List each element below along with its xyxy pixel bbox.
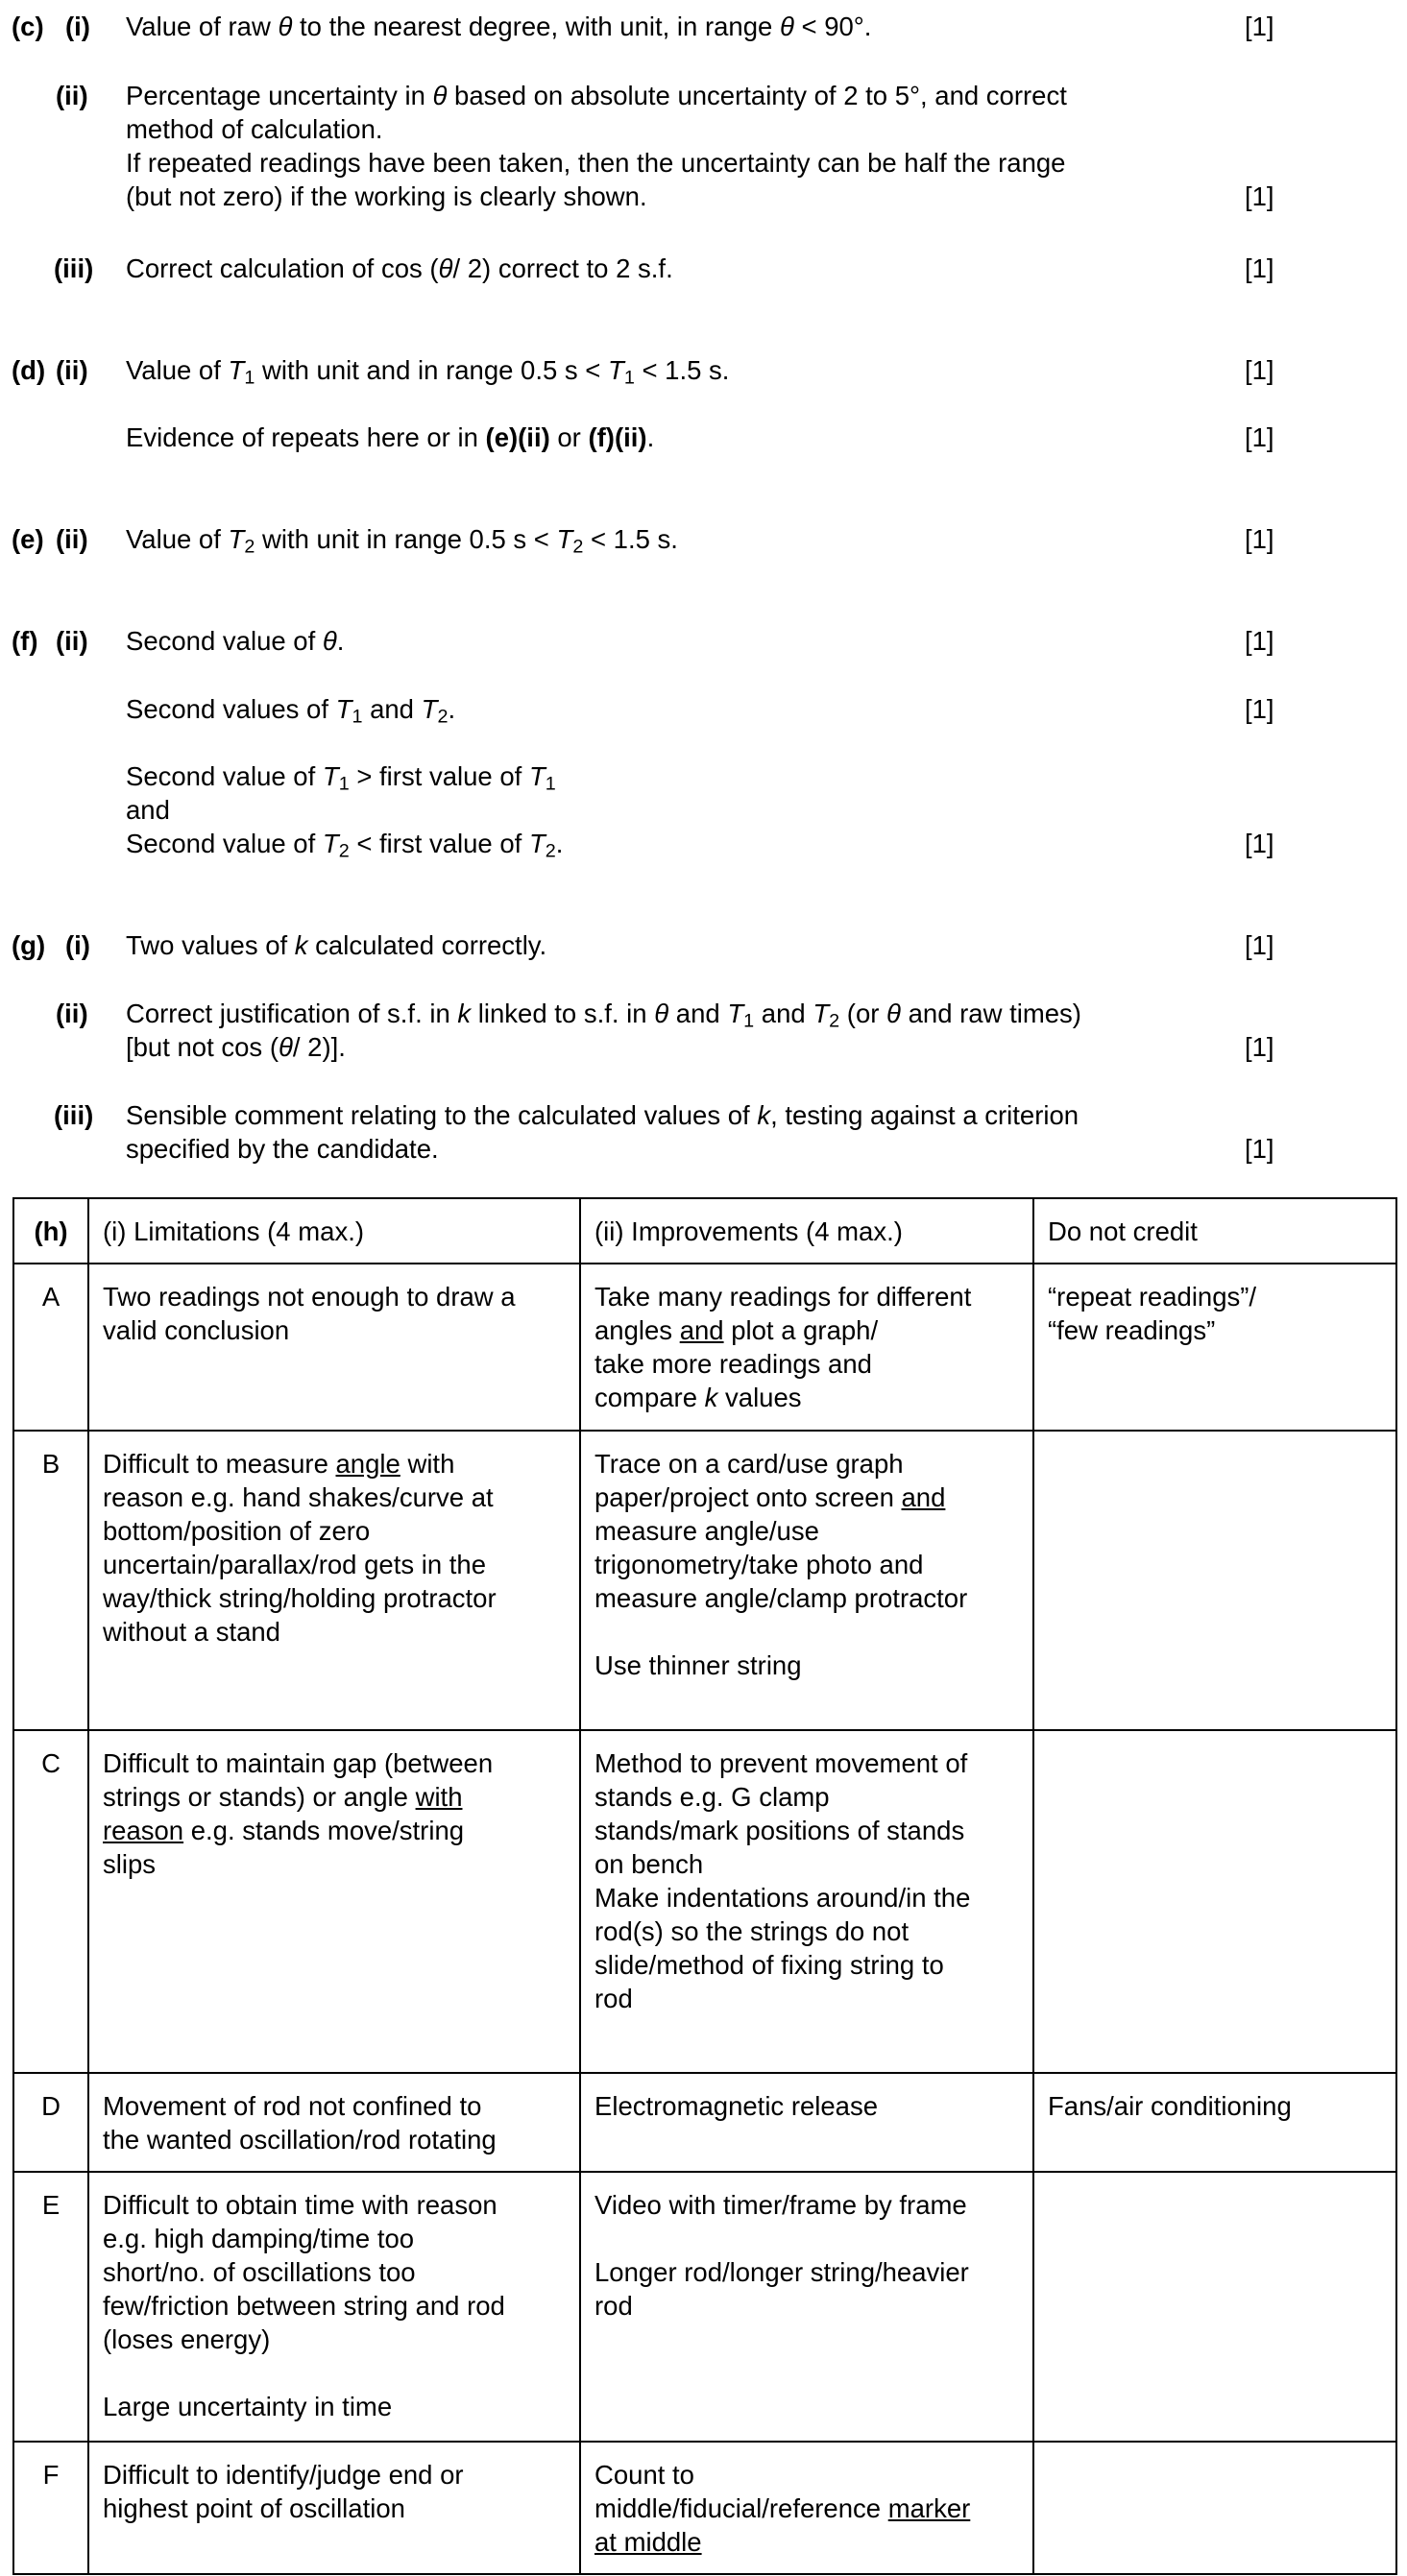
mark: [1] xyxy=(1245,524,1274,554)
row-id: B xyxy=(13,1431,88,1730)
mark: [1] xyxy=(1245,1134,1274,1164)
mark: [1] xyxy=(1245,355,1274,385)
table-header-row xyxy=(13,1198,1396,1264)
mark: [1] xyxy=(1245,12,1274,41)
part-d-label: (d) xyxy=(12,355,46,385)
do-not-credit-cell xyxy=(1033,1730,1396,2073)
mark: [1] xyxy=(1245,422,1274,452)
part-e-ii-text: Value of $T_2$ with unit in range 0.5 $s < T_2 < 1.5$ s. xyxy=(126,524,678,558)
part-g-label: (g) xyxy=(12,930,46,960)
part-f-times-text: Second values of $T_1$ and $T_2$. xyxy=(126,694,456,728)
table-row xyxy=(13,1730,1396,2073)
row-id: A xyxy=(13,1264,88,1431)
part-c-iii-label: (iii) xyxy=(54,253,94,283)
header-limitations: (i) Limitations (4 max.) xyxy=(88,1198,580,1264)
do-not-credit-cell: Fans/air conditioning xyxy=(1033,2073,1396,2172)
part-g-iii-label: (iii) xyxy=(54,1100,94,1130)
part-h-label: (h) xyxy=(13,1198,88,1264)
limitation-cell: Movement of rod not confined to the wanted oscillation/rod rotating xyxy=(88,2073,580,2172)
part-g-i-text: Two values of k calculated correctly. xyxy=(126,930,547,960)
mark: [1] xyxy=(1245,626,1274,656)
improvement-cell: Trace on a card/use graph paper/project onto screen and measure angle/use trigonometry/take photo and measure angle/clamp protractor Use thinner string xyxy=(580,1431,1033,1730)
part-g-iii-text: Sensible comment relating to the calculated values of k, testing against a criterion specified by the candidate. xyxy=(126,1100,1080,1164)
part-f-theta-text: Second value of θ. xyxy=(126,626,345,656)
part-d-evidence-text: Evidence of repeats here or in (e)(ii) or (f)(ii). xyxy=(126,422,655,452)
table-row xyxy=(13,1264,1396,1431)
limitation-cell: Difficult to maintain gap (between strings or stands) or angle with reason e.g. stands move/string slips xyxy=(88,1730,580,2073)
improvement-cell: Count to middle/fiducial/reference marker at middle xyxy=(580,2442,1033,2574)
mark: [1] xyxy=(1245,829,1274,858)
row-id: D xyxy=(13,2073,88,2172)
mark: [1] xyxy=(1245,181,1274,211)
part-g-i-label: (i) xyxy=(65,930,90,960)
part-d-ii-text: Value of $T_1$ with unit and in range 0.5 $s < T_1 < 1.5$ s. xyxy=(126,355,730,389)
limitations-improvements-table xyxy=(12,1197,1397,2575)
improvement-cell: Video with timer/frame by frame Longer rod/longer string/heavier rod xyxy=(580,2172,1033,2442)
row-id: E xyxy=(13,2172,88,2442)
part-f-label: (f) xyxy=(12,626,38,656)
limitation-cell: Difficult to identify/judge end or highest point of oscillation xyxy=(88,2442,580,2574)
part-e-label: (e) xyxy=(12,524,44,554)
improvement-cell: Method to prevent movement of stands e.g. G clamp stands/mark positions of stands on bench Make indentations around/in the rod(s) so the strings do not slide/method of fixing string to rod xyxy=(580,1730,1033,2073)
mark: [1] xyxy=(1245,1032,1274,1062)
part-f-ii-label: (ii) xyxy=(56,626,88,656)
part-c-ii-label: (ii) xyxy=(56,81,88,110)
limitation-cell: Two readings not enough to draw a valid conclusion xyxy=(88,1264,580,1431)
limitation-cell: Difficult to obtain time with reason e.g. high damping/time too short/no. of oscillations too few/friction between string and rod (loses energy) Large uncertainty in time xyxy=(88,2172,580,2442)
part-e-ii-label: (ii) xyxy=(56,524,88,554)
limitation-cell: Difficult to measure angle with reason e.g. hand shakes/curve at bottom/position of zero uncertain/parallax/rod gets in the way/thick string/holding protractor without a stand xyxy=(88,1431,580,1730)
header-do-not-credit: Do not credit xyxy=(1033,1198,1396,1264)
do-not-credit-cell: “repeat readings”/ “few readings” xyxy=(1033,1264,1396,1431)
part-f-comparison-text: Second value of $T_1$ > first value of $T_1$ and Second value of $T_2$ < first value of $T_2$. xyxy=(126,761,564,862)
table-row xyxy=(13,2442,1396,2574)
improvement-cell: Take many readings for different angles and plot a graph/ take more readings and compare k values xyxy=(580,1264,1033,1431)
table-row xyxy=(13,1431,1396,1730)
do-not-credit-cell xyxy=(1033,2442,1396,2574)
mark: [1] xyxy=(1245,253,1274,283)
do-not-credit-cell xyxy=(1033,1431,1396,1730)
table-row xyxy=(13,2073,1396,2172)
part-c-ii-text: Percentage uncertainty in θ based on absolute uncertainty of 2 to 5°, and correct method of calculation. If repeated readings have been taken, then the uncertainty can be half the range (but not zero) if the working is clearly shown. xyxy=(126,81,1067,211)
part-g-ii-label: (ii) xyxy=(56,999,88,1028)
part-c-iii-text: Correct calculation of cos (θ/ 2) correct to 2 s.f. xyxy=(126,253,673,283)
header-improvements: (ii) Improvements (4 max.) xyxy=(580,1198,1033,1264)
row-id: C xyxy=(13,1730,88,2073)
part-d-ii-label: (ii) xyxy=(56,355,88,385)
do-not-credit-cell xyxy=(1033,2172,1396,2442)
row-id: F xyxy=(13,2442,88,2574)
table-row xyxy=(13,2172,1396,2442)
part-c-i-label: (i) xyxy=(65,12,90,41)
improvement-cell: Electromagnetic release xyxy=(580,2073,1033,2172)
part-g-ii-text: Correct justification of s.f. in k linked to s.f. in θ and $T_1$ and $T_2$ (or θ and raw times) [but not cos (θ/ 2)]. xyxy=(126,999,1081,1062)
mark: [1] xyxy=(1245,694,1274,724)
mark: [1] xyxy=(1245,930,1274,960)
part-c-label: (c) xyxy=(12,12,44,41)
part-c-i-text: Value of raw θ to the nearest degree, with unit, in range θ < 90°. xyxy=(126,12,872,41)
